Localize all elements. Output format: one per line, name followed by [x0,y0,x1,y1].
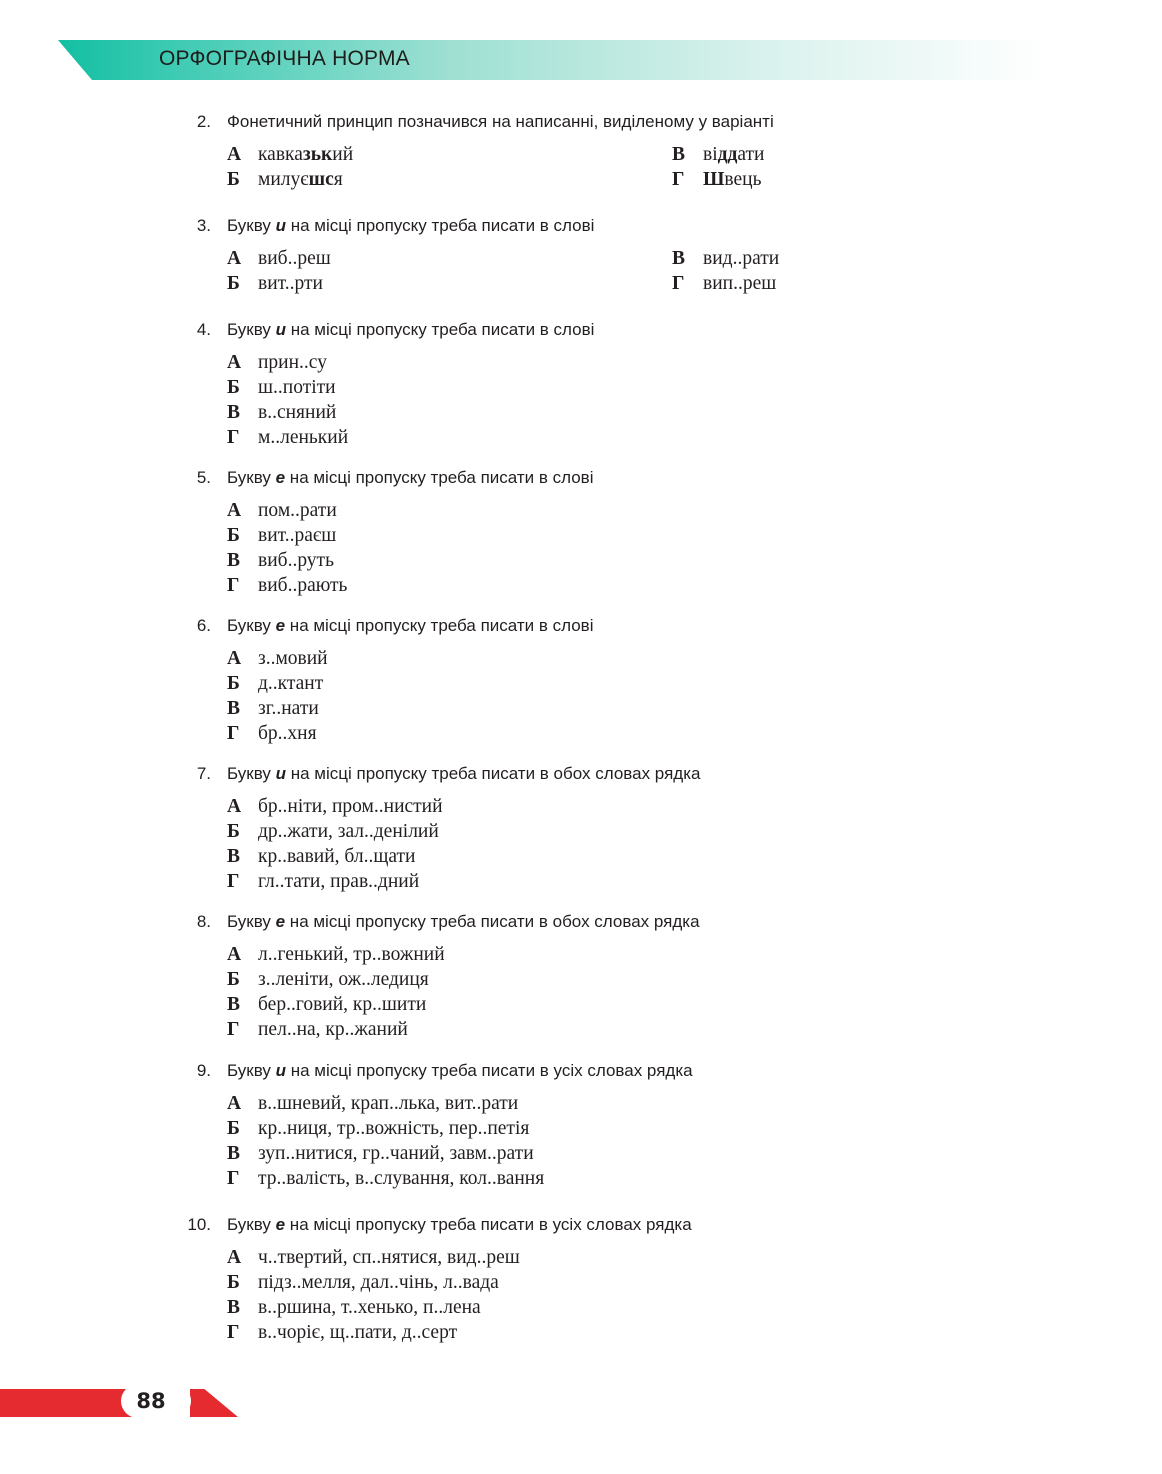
option-a [227,350,327,375]
option-letter: Г [227,1168,240,1189]
option-text: бр..хня [258,723,317,744]
option-h [227,1166,544,1191]
question-number: 3. [196,216,211,235]
option-letter: Б [227,1272,240,1293]
option-a [227,498,337,523]
option-text-part: ий [332,144,354,165]
option-v [672,246,779,271]
option-text: в..шневий, крап..лька, вит..рати [258,1093,519,1114]
option-highlight: дд [717,144,738,165]
option-text: пом..рати [258,500,337,521]
option-v [672,142,764,167]
option-letter: А [227,796,242,817]
option-letter: Г [227,1322,240,1343]
option-b [227,671,323,696]
option-b [227,1116,529,1141]
option-h [227,721,317,746]
option-letter: Б [227,1118,240,1139]
option-text: кр..ниця, тр..вожність, пер..петія [258,1118,530,1139]
option-a [227,246,331,271]
option-text: зуп..нитися, гр..чаний, завм..рати [258,1143,534,1164]
option-letter: А [227,500,242,521]
option-a [227,142,353,167]
option-text: в..ршина, т..хенько, п..лена [258,1297,481,1318]
option-text: підз..мелля, дал..чінь, л..вада [258,1272,499,1293]
option-text: ш..потіти [258,377,336,398]
footer-bar [0,1389,137,1417]
option-v [227,1295,481,1320]
option-text: виб..руть [258,550,334,571]
option-text: ч..твертий, сп..нятися, вид..реш [258,1247,520,1268]
keyword-letter: и [275,1061,286,1080]
option-letter: Б [227,673,240,694]
option-letter: Г [227,1019,240,1040]
option-letter: А [227,944,242,965]
question-text: Букву и на місці пропуску треба писати в обох словах рядка [227,764,701,783]
option-letter: Г [672,169,685,190]
option-letter: Б [227,821,240,842]
option-v [227,696,319,721]
option-v [227,992,426,1017]
question-text: Букву и на місці пропуску треба писати в усіх словах рядка [227,1061,693,1080]
option-letter: Г [672,273,685,294]
question-number: 10. [187,1215,211,1234]
question-number: 6. [196,616,211,635]
question-text: Фонетичний принцип позначився на написанні, виділеному у варіанті [227,112,774,131]
question-number: 2. [196,112,211,131]
option-text: виб..реш [258,248,331,269]
option-b [227,967,429,992]
option-text-part: ати [737,144,765,165]
option-letter: Г [227,871,240,892]
question-number: 5. [196,468,211,487]
option-b [227,1270,499,1295]
option-letter: В [227,550,241,571]
option-h [672,167,762,192]
option-a [227,646,328,671]
option-v [227,548,334,573]
keyword-letter: е [275,1215,286,1234]
option-text: бр..ніти, пром..нистий [258,796,443,817]
option-letter: А [227,1247,242,1268]
page-number: 88 [136,1389,166,1413]
question-text: Букву е на місці пропуску треба писати в слові [227,616,594,635]
option-letter: Б [227,273,240,294]
option-text-part: вець [724,169,762,190]
footer-arrow [190,1389,238,1417]
keyword-letter: е [275,468,286,487]
option-letter: А [227,1093,242,1114]
option-text: з..мовий [258,648,328,669]
option-b [227,819,439,844]
option-h [672,271,776,296]
question-number: 9. [196,1061,211,1080]
option-letter: Б [227,969,240,990]
keyword-letter: е [275,912,286,931]
section-title: ОРФОГРАФІЧНА НОРМА [159,47,410,70]
option-letter: В [227,994,241,1015]
option-text: д..ктант [258,673,324,694]
option-letter: В [672,248,686,269]
question-number: 4. [196,320,211,339]
option-highlight: зьк [302,144,333,165]
option-b [227,523,336,548]
option-letter: В [227,846,241,867]
option-letter: Б [227,169,240,190]
option-text: вит..раєш [258,525,337,546]
option-text: в..сняний [258,402,337,423]
option-a [227,1091,518,1116]
option-letter: В [227,402,241,423]
option-text-part: кавка [258,144,303,165]
question-text: Букву е на місці пропуску треба писати в усіх словах рядка [227,1215,692,1234]
option-letter: Г [227,427,240,448]
option-a [227,794,443,819]
option-b [227,375,336,400]
keyword-letter: е [275,616,286,635]
option-v [227,844,415,869]
option-letter: Г [227,575,240,596]
option-letter: В [227,1143,241,1164]
option-text: вид..рати [703,248,780,269]
option-text: тр..валість, в..слування, кол..вання [258,1168,545,1189]
option-h [227,425,348,450]
question-text: Букву и на місці пропуску треба писати в слові [227,320,595,339]
option-h [227,869,419,894]
keyword-letter: и [275,320,286,339]
option-v [227,1141,534,1166]
option-text: прин..су [258,352,327,373]
option-text: др..жати, зал..денілий [258,821,439,842]
option-text: м..ленький [258,427,349,448]
option-text-part: милує [258,169,309,190]
option-letter: В [227,1297,241,1318]
option-text: зг..нати [258,698,319,719]
option-letter: А [227,648,242,669]
option-h [227,573,347,598]
option-text: в..чоріє, щ..пати, д..серт [258,1322,458,1343]
option-letter: Б [227,525,240,546]
option-v [227,400,336,425]
option-letter: Б [227,377,240,398]
option-text: кр..вавий, бл..щати [258,846,416,867]
keyword-letter: и [275,216,286,235]
question-text: Букву и на місці пропуску треба писати в слові [227,216,595,235]
option-text: з..леніти, ож..ледиця [258,969,429,990]
option-letter: Г [227,723,240,744]
option-text: вип..реш [703,273,777,294]
keyword-letter: и [275,764,286,783]
option-text: вит..рти [258,273,323,294]
option-text: виб..рають [258,575,348,596]
option-letter: А [227,248,242,269]
option-h [227,1320,457,1345]
option-letter: В [672,144,686,165]
option-highlight: шс [308,169,334,190]
option-text: л..генький, тр..вожний [258,944,445,965]
option-letter: А [227,144,242,165]
option-letter: В [227,698,241,719]
option-text: пел..на, кр..жаний [258,1019,408,1040]
option-highlight: Ш [703,169,725,190]
option-text-part: я [333,169,343,190]
option-text: бер..говий, кр..шити [258,994,427,1015]
option-a [227,1245,520,1270]
option-b [227,271,323,296]
option-letter: А [227,352,242,373]
option-h [227,1017,408,1042]
question-number: 8. [196,912,211,931]
option-b [227,167,343,192]
question-text: Букву е на місці пропуску треба писати в слові [227,468,594,487]
question-text: Букву е на місці пропуску треба писати в обох словах рядка [227,912,700,931]
option-a [227,942,445,967]
question-number: 7. [196,764,211,783]
option-text-part: ві [703,144,718,165]
option-text: гл..тати, прав..дний [258,871,420,892]
